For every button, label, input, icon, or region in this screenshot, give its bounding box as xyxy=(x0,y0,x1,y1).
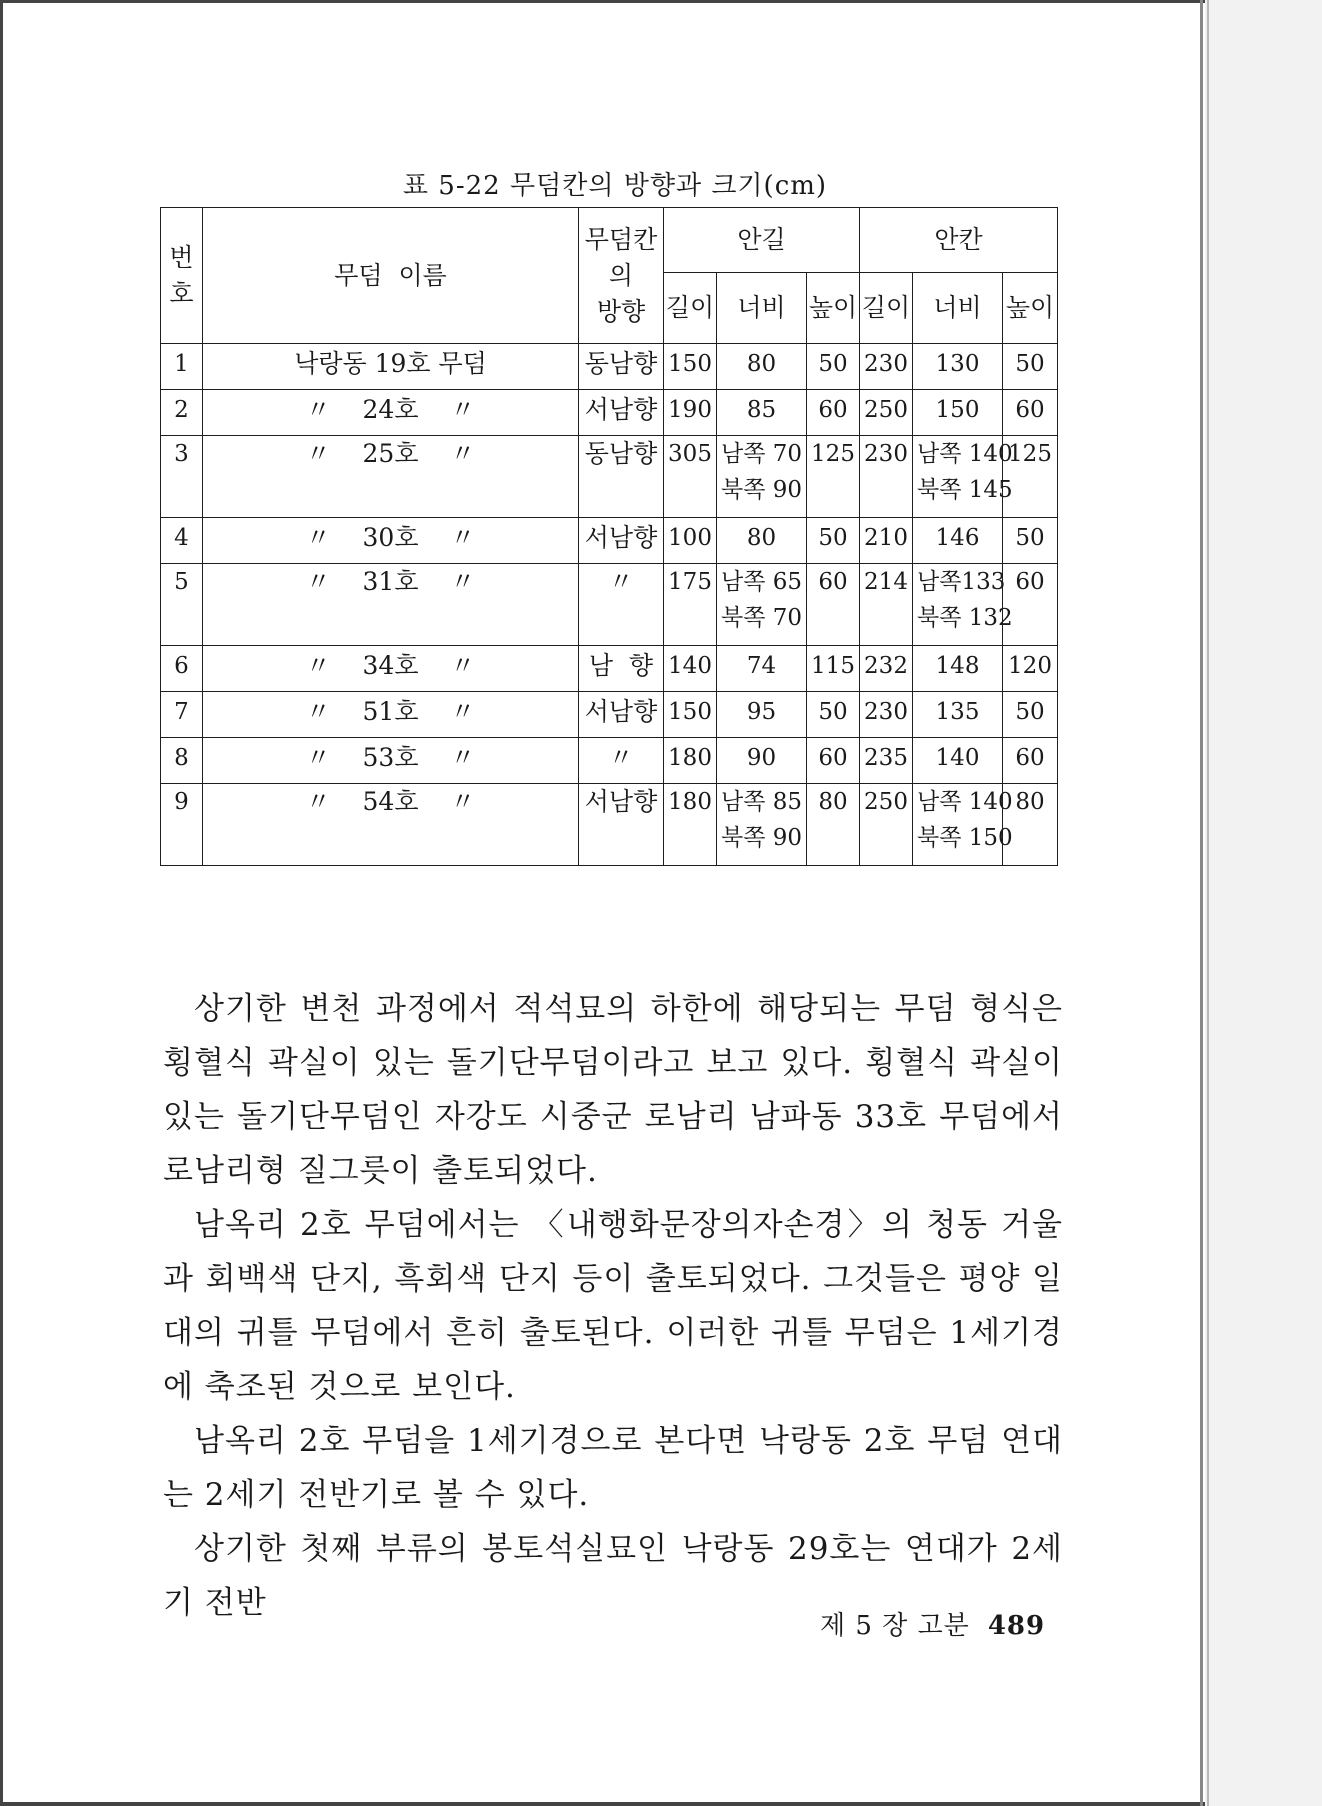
cell-chamber-length: 230 xyxy=(860,692,913,738)
cell-chamber-height: 60 xyxy=(1003,564,1058,646)
cell-tomb-name: 〃 25호 〃 xyxy=(203,436,579,518)
cell-chamber-width: 148 xyxy=(913,646,1003,692)
cell-passage-length: 180 xyxy=(664,784,717,866)
cell-number: 1 xyxy=(161,344,203,390)
header-passage-height: 높이 xyxy=(807,273,860,344)
cell-passage-height: 60 xyxy=(807,738,860,784)
page-gutter xyxy=(1205,0,1322,1806)
cell-chamber-width: 남쪽 140 북쪽 145 xyxy=(913,436,1003,518)
table-row xyxy=(161,784,1058,866)
cell-chamber-width: 남쪽 140 북쪽 150 xyxy=(913,784,1003,866)
cell-passage-length: 305 xyxy=(664,436,717,518)
cell-passage-width: 80 xyxy=(717,518,807,564)
cell-passage-height: 50 xyxy=(807,692,860,738)
cell-chamber-length: 210 xyxy=(860,518,913,564)
cell-passage-height: 60 xyxy=(807,564,860,646)
cell-chamber-height: 60 xyxy=(1003,738,1058,784)
cell-direction: 〃 xyxy=(579,738,664,784)
cell-tomb-name: 〃 31호 〃 xyxy=(203,564,579,646)
cell-passage-length: 100 xyxy=(664,518,717,564)
cell-tomb-name: 〃 51호 〃 xyxy=(203,692,579,738)
cell-passage-height: 50 xyxy=(807,518,860,564)
cell-passage-length: 175 xyxy=(664,564,717,646)
cell-tomb-name: 〃 54호 〃 xyxy=(203,784,579,866)
table-row xyxy=(161,436,1058,518)
cell-direction: 동남향 xyxy=(579,436,664,518)
cell-chamber-width: 남쪽133 북쪽 132 xyxy=(913,564,1003,646)
cell-number: 7 xyxy=(161,692,203,738)
paragraph: 남옥리 2호 무덤에서는 〈내행화문장의자손경〉의 청동 거울과 회백색 단지, 흑회색 단지 등이 출토되었다. 그것들은 평양 일대의 귀틀 무덤에서 흔히 출토된다. 이러한 귀틀 무덤은 1세기경에 축조된 것으로 보인다. xyxy=(163,1207,1063,1405)
cell-passage-length: 150 xyxy=(664,344,717,390)
table-row xyxy=(161,646,1058,692)
cell-direction: 남 향 xyxy=(579,646,664,692)
cell-passage-height: 60 xyxy=(807,390,860,436)
cell-chamber-width: 150 xyxy=(913,390,1003,436)
page-footer xyxy=(820,1605,1045,1642)
header-number: 번 호 xyxy=(161,208,203,344)
cell-chamber-length: 235 xyxy=(860,738,913,784)
cell-chamber-height: 50 xyxy=(1003,692,1058,738)
paragraph: 상기한 변천 과정에서 적석묘의 하한에 해당되는 무덤 형식은 횡혈식 곽실이 있는 돌기단무덤이라고 보고 있다. 횡혈식 곽실이 있는 돌기단무덤인 자강도 시중군 로남리 남파동 33호 무덤에서 로남리형 질그릇이 출토되었다. xyxy=(163,991,1063,1189)
cell-chamber-width: 140 xyxy=(913,738,1003,784)
cell-chamber-width: 146 xyxy=(913,518,1003,564)
cell-direction: 서남향 xyxy=(579,390,664,436)
cell-passage-length: 180 xyxy=(664,738,717,784)
tomb-dimensions-table xyxy=(160,207,1058,866)
header-passage-length: 길이 xyxy=(664,273,717,344)
chapter-title: 제 5 장 고분 xyxy=(820,1611,970,1641)
cell-passage-height: 80 xyxy=(807,784,860,866)
cell-chamber-height: 120 xyxy=(1003,646,1058,692)
cell-direction: 〃 xyxy=(579,564,664,646)
cell-chamber-height: 50 xyxy=(1003,518,1058,564)
cell-number: 4 xyxy=(161,518,203,564)
page-edge xyxy=(1200,0,1203,1806)
cell-number: 3 xyxy=(161,436,203,518)
paragraph: 상기한 첫째 부류의 봉토석실묘인 낙랑동 29호는 연대가 2세기 전반 xyxy=(163,1531,1063,1621)
cell-number: 5 xyxy=(161,564,203,646)
cell-passage-length: 190 xyxy=(664,390,717,436)
cell-tomb-name: 〃 30호 〃 xyxy=(203,518,579,564)
cell-direction: 서남향 xyxy=(579,518,664,564)
cell-chamber-width: 135 xyxy=(913,692,1003,738)
header-chamber-width: 너비 xyxy=(913,273,1003,344)
cell-passage-width: 95 xyxy=(717,692,807,738)
cell-direction: 동남향 xyxy=(579,344,664,390)
page-frame-bottom xyxy=(0,1802,1322,1806)
cell-passage-length: 150 xyxy=(664,692,717,738)
header-chamber-length: 길이 xyxy=(860,273,913,344)
header-passage: 안길 xyxy=(664,208,860,273)
header-passage-width: 너비 xyxy=(717,273,807,344)
cell-tomb-name: 낙랑동 19호 무덤 xyxy=(203,344,579,390)
cell-passage-width: 남쪽 65 북쪽 70 xyxy=(717,564,807,646)
cell-tomb-name: 〃 34호 〃 xyxy=(203,646,579,692)
cell-number: 9 xyxy=(161,784,203,866)
cell-passage-width: 남쪽 70 북쪽 90 xyxy=(717,436,807,518)
cell-chamber-length: 214 xyxy=(860,564,913,646)
cell-passage-width: 74 xyxy=(717,646,807,692)
cell-direction: 서남향 xyxy=(579,692,664,738)
table-caption: 표 5-22 무덤칸의 방향과 크기(cm) xyxy=(402,171,828,201)
page-frame-top xyxy=(0,0,1322,3)
page-frame-left xyxy=(0,0,3,1806)
cell-number: 8 xyxy=(161,738,203,784)
page-number: 489 xyxy=(987,1611,1046,1641)
cell-chamber-height: 50 xyxy=(1003,344,1058,390)
cell-passage-width: 남쪽 85 북쪽 90 xyxy=(717,784,807,866)
table-row xyxy=(161,738,1058,784)
cell-chamber-length: 230 xyxy=(860,344,913,390)
cell-chamber-length: 250 xyxy=(860,784,913,866)
table-row xyxy=(161,564,1058,646)
table-row xyxy=(161,518,1058,564)
page-edge-shadow xyxy=(1207,0,1209,1806)
cell-chamber-height: 80 xyxy=(1003,784,1058,866)
cell-passage-height: 125 xyxy=(807,436,860,518)
paragraph: 남옥리 2호 무덤을 1세기경으로 본다면 낙랑동 2호 무덤 연대는 2세기 전반기로 볼 수 있다. xyxy=(163,1423,1063,1513)
cell-chamber-height: 125 xyxy=(1003,436,1058,518)
cell-chamber-length: 232 xyxy=(860,646,913,692)
table-row xyxy=(161,344,1058,390)
header-direction: 무덤칸 의 방향 xyxy=(579,208,664,344)
cell-direction: 서남향 xyxy=(579,784,664,866)
cell-tomb-name: 〃 53호 〃 xyxy=(203,738,579,784)
cell-number: 2 xyxy=(161,390,203,436)
cell-tomb-name: 〃 24호 〃 xyxy=(203,390,579,436)
cell-chamber-height: 60 xyxy=(1003,390,1058,436)
cell-chamber-length: 230 xyxy=(860,436,913,518)
cell-chamber-length: 250 xyxy=(860,390,913,436)
cell-chamber-width: 130 xyxy=(913,344,1003,390)
cell-passage-height: 50 xyxy=(807,344,860,390)
cell-passage-width: 85 xyxy=(717,390,807,436)
header-name: 무덤 이름 xyxy=(203,208,579,344)
body-text xyxy=(163,982,1063,1630)
header-chamber-height: 높이 xyxy=(1003,273,1058,344)
table-row xyxy=(161,692,1058,738)
cell-passage-width: 90 xyxy=(717,738,807,784)
table-row xyxy=(161,390,1058,436)
cell-passage-width: 80 xyxy=(717,344,807,390)
cell-passage-height: 115 xyxy=(807,646,860,692)
cell-passage-length: 140 xyxy=(664,646,717,692)
header-chamber: 안칸 xyxy=(860,208,1058,273)
cell-number: 6 xyxy=(161,646,203,692)
